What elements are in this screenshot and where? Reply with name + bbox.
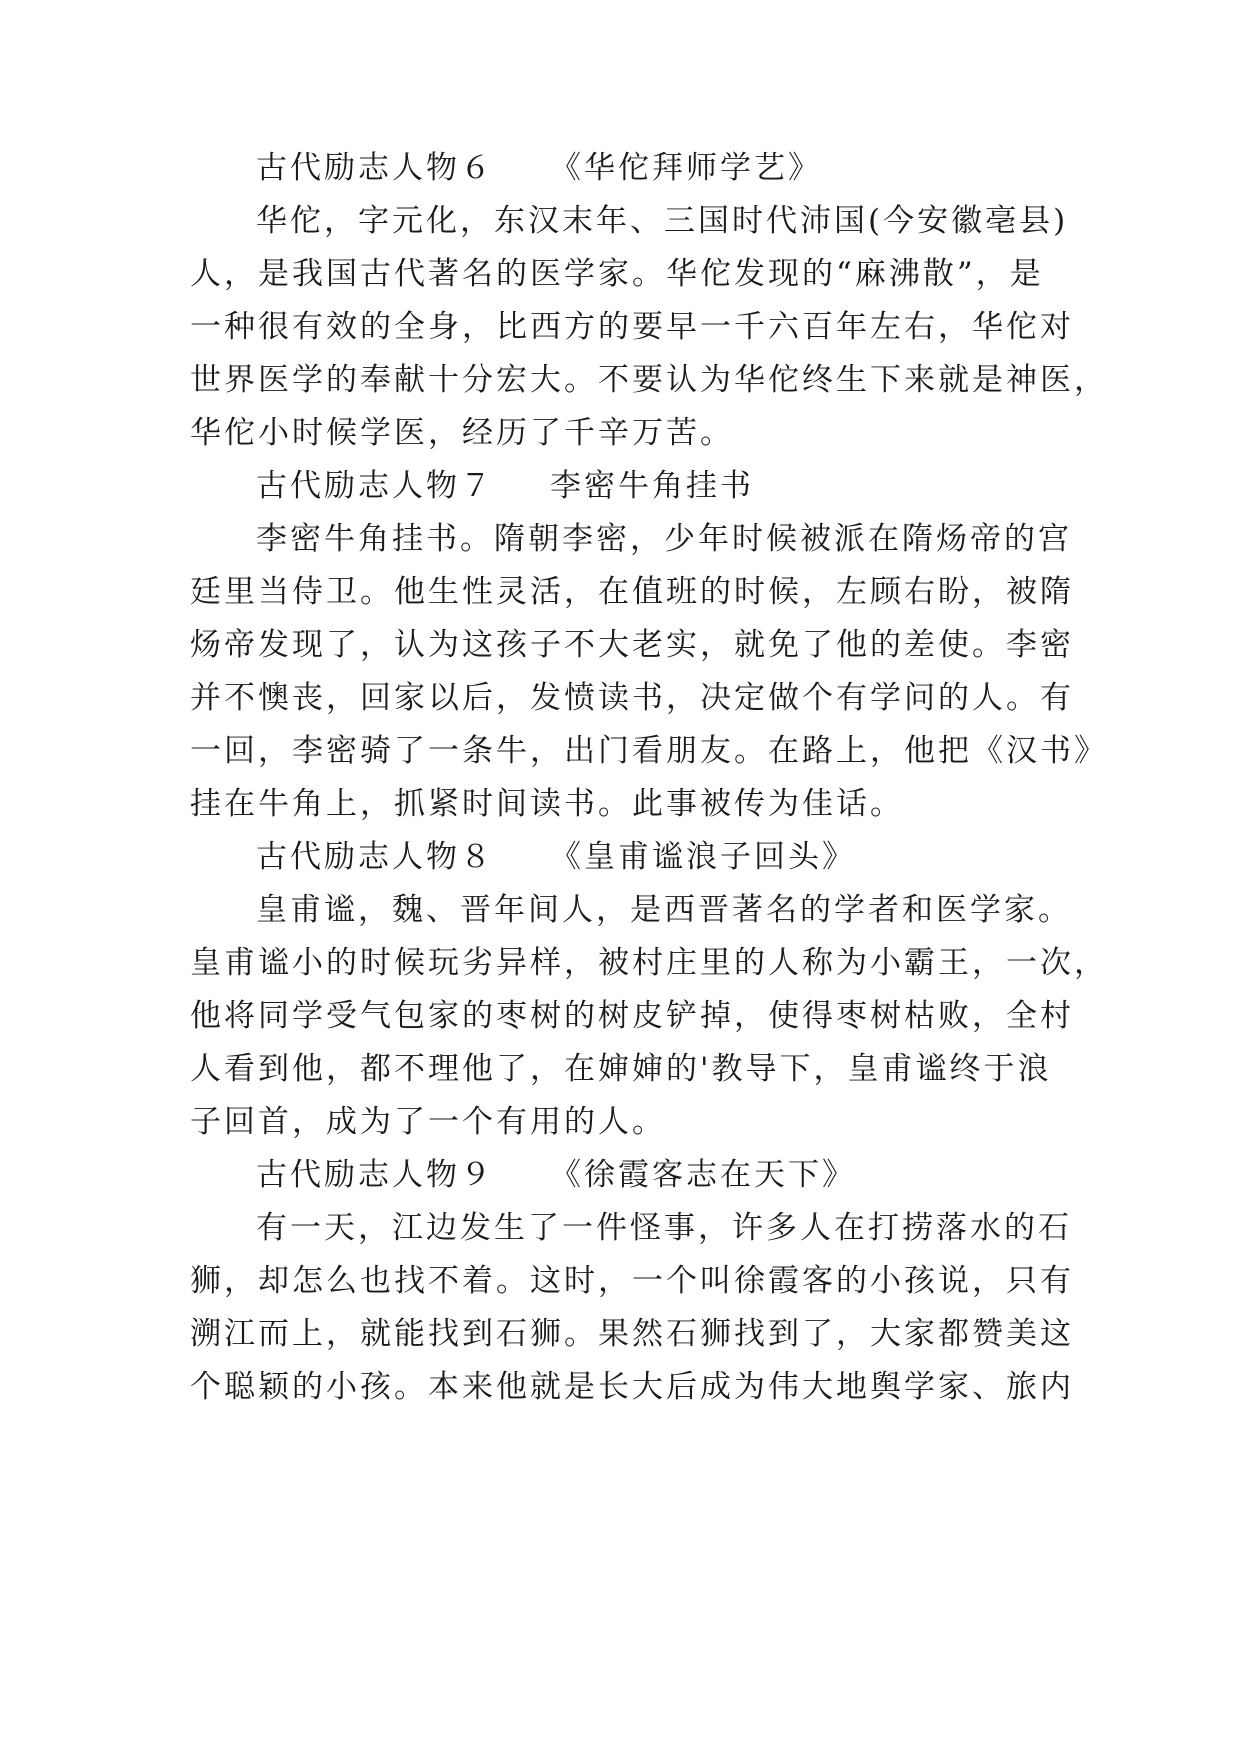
section-label: 古代励志人物６ [256,150,494,186]
section-label: 古代励志人物８ [256,839,494,875]
paragraph-line: 人看到他，都不理他了，在婶婶的'教导下，皇甫谧终于浪 [190,1051,1052,1087]
paragraph-line: 人，是我国古代著名的医学家。华佗发现的“麻沸散”，是 [190,256,1044,292]
paragraph-line: 个聪颖的小孩。本来他就是长大后成为伟大地舆学家、旅内 [190,1369,1074,1405]
section-heading [256,148,822,188]
paragraph-line: 李密牛角挂书。隋朝李密，少年时候被派在隋炀帝的宫 [256,521,1072,557]
section-title: 《华佗拜师学艺》 [550,150,822,186]
paragraph-line: 有一天，江边发生了一件怪事，许多人在打捞落水的石 [256,1210,1072,1246]
paragraph-line: 狮，却怎么也找不着。这时，一个叫徐霞客的小孩说，只有 [190,1263,1074,1299]
section-label: 古代励志人物９ [256,1157,494,1193]
paragraph-line: 炀帝发现了，认为这孩子不大老实，就免了他的差使。李密 [190,627,1074,663]
section-title: 《皇甫谧浪子回头》 [550,839,856,875]
paragraph-line: 世界医学的奉献十分宏大。不要认为华佗终生下来就是神医， [190,362,1108,398]
paragraph-line: 他将同学受气包家的枣树的树皮铲掉，使得枣树枯败，全村 [190,998,1074,1034]
paragraph-line: 廷里当侍卫。他生性灵活，在值班的时候，左顾右盼，被隋 [190,574,1074,610]
paragraph-line: 子回首，成为了一个有用的人。 [190,1104,666,1140]
paragraph-line: 挂在牛角上，抓紧时间读书。此事被传为佳话。 [190,786,904,822]
paragraph-line: 皇甫谧小的时候玩劣异样，被村庄里的人称为小霸王，一次， [190,945,1108,981]
paragraph-line: 华佗小时候学医，经历了千辛万苦。 [190,415,734,451]
paragraph-line: 皇甫谧，魏、晋年间人，是西晋著名的学者和医学家。 [256,892,1072,928]
paragraph-line: 并不懊丧，回家以后，发愤读书，决定做个有学问的人。有 [190,680,1074,716]
section-heading [256,1155,856,1195]
section-heading [256,466,754,506]
paragraph-line: 一种很有效的全身，比西方的要早一千六百年左右，华佗对 [190,309,1074,345]
section-label: 古代励志人物７ [256,468,494,504]
paragraph-line: 溯江而上，就能找到石狮。果然石狮找到了，大家都赞美这 [190,1316,1074,1352]
section-heading [256,837,856,877]
paragraph-line: 一回，李密骑了一条牛，出门看朋友。在路上，他把《汉书》 [190,733,1108,769]
section-title: 《徐霞客志在天下》 [550,1157,856,1193]
section-title: 李密牛角挂书 [550,468,754,504]
paragraph-line: 华佗，字元化，东汉末年、三国时代沛国(今安徽亳县) [256,203,1069,239]
